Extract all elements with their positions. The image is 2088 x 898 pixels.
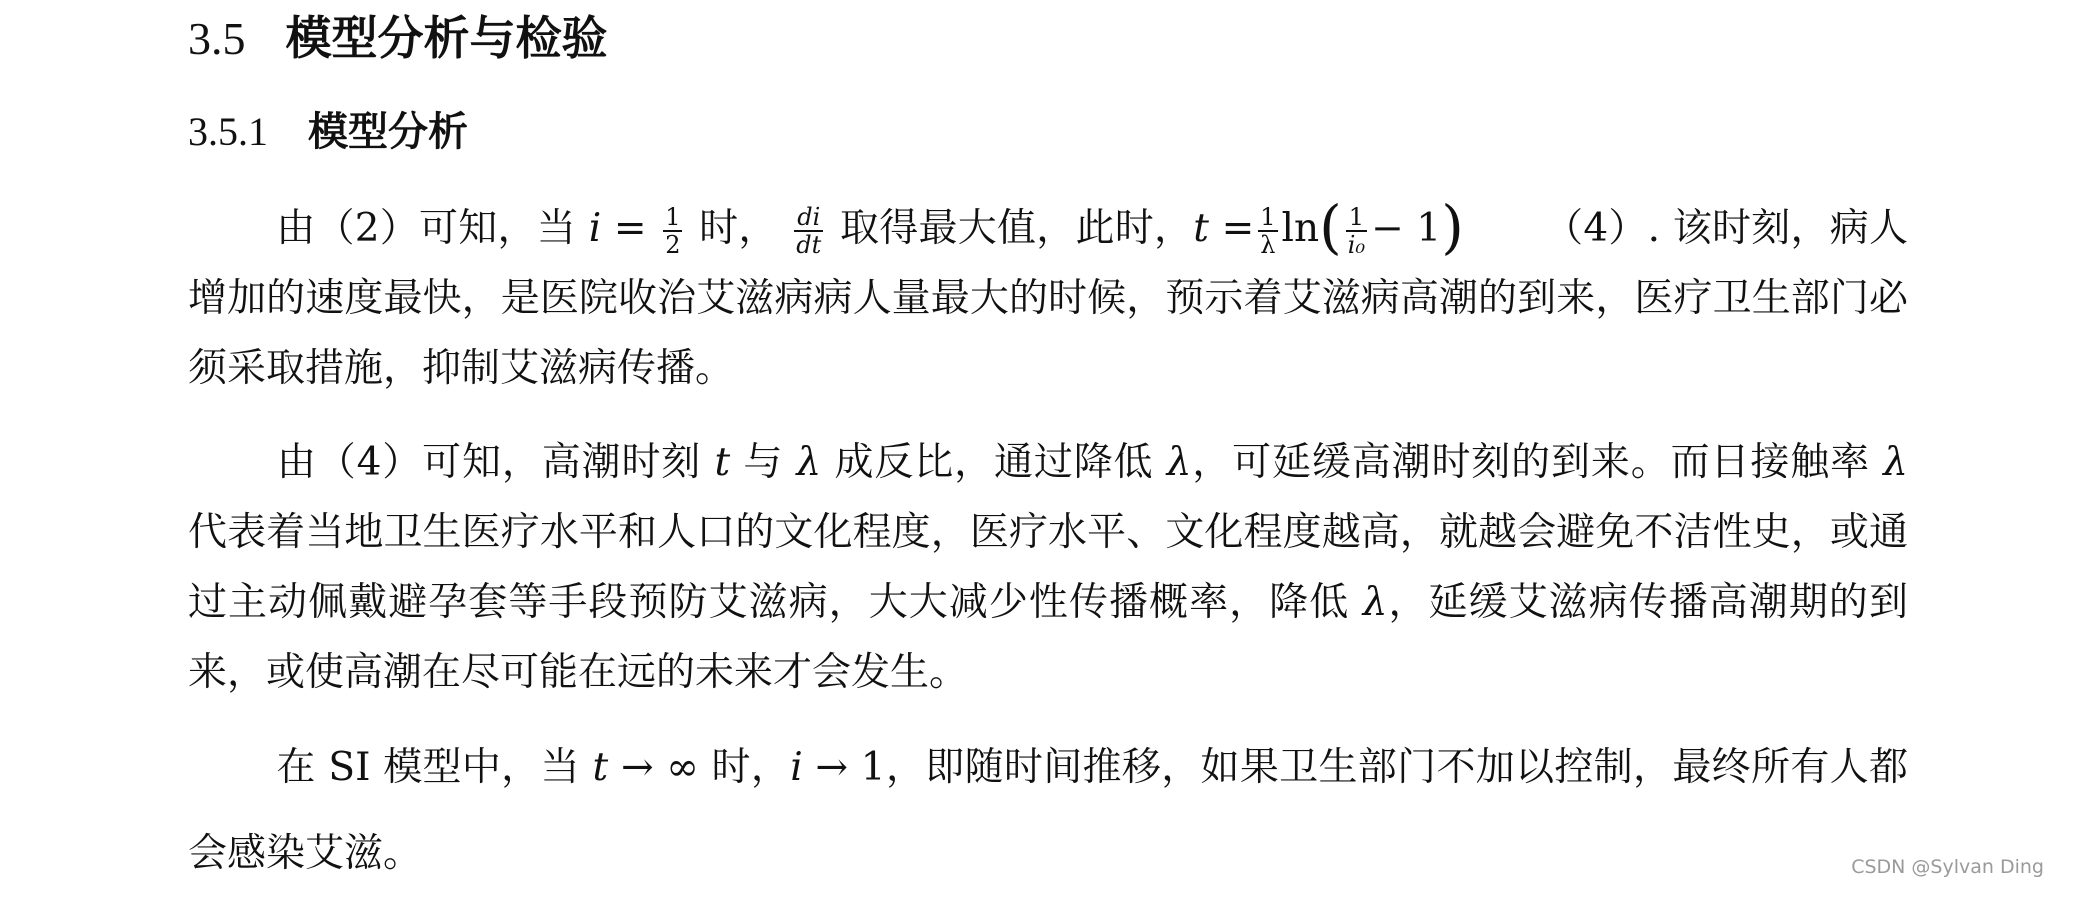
p3-c: ，即随时间推移，如果卫生部门不加以控制，最终所有人都会感染艾滋。 [188, 745, 1908, 876]
paragraph-si-limit [188, 725, 1908, 897]
p2-t: t [714, 440, 731, 485]
p3-arrow-one: → 1 [815, 745, 886, 790]
p1-max-text: 取得最大值，此时， [839, 206, 1194, 251]
equation-number: （4）. 该时刻， [1543, 206, 1830, 251]
minus-one: − 1 [1371, 206, 1442, 251]
subsection-heading [188, 104, 468, 160]
p3-i: i [790, 745, 803, 790]
ln-function: ln [1281, 206, 1320, 251]
csdn-watermark: CSDN @Sylvan Ding [1851, 856, 2044, 878]
subsection-number: 3.5.1 [188, 109, 268, 154]
derivative-fraction: $\frac{di}{dt}$ [796, 203, 822, 259]
p2-lambda4: λ [1362, 580, 1388, 625]
paren-close: ) [1441, 193, 1464, 261]
p1-eq2: = [1221, 206, 1255, 251]
p1-lead: 由（2）可知，当 [276, 206, 577, 251]
p2-a: 由（4）可知，高潮时刻 [276, 440, 702, 485]
p1-rest: 病人增加的速度最快，是医院收治艾滋病病人量最大的时候，预示着艾滋病高潮的到来，医疗卫生部门必须采取措施，抑制艾滋病传播。 [188, 206, 1908, 391]
paren-open: ( [1319, 193, 1342, 261]
p2-lambda3: λ [1883, 440, 1908, 485]
inner-fraction: $\frac{1}{\text{i₀}}$ [1347, 203, 1366, 259]
p1-when: 时， [699, 206, 778, 251]
half-fraction: $\frac{1}{2}$ [665, 203, 681, 259]
inverse-lambda-fraction: $\frac{1}{\lambda}$ [1260, 203, 1276, 259]
p2-lambda1: λ [796, 440, 822, 485]
p3-a: 在 SI 模型中，当 [276, 745, 580, 790]
p3-t: t [592, 745, 609, 790]
p1-i-var: i [588, 206, 602, 251]
p2-f: ，延缓艾滋病传播高潮期的到来，或使高潮在尽可能在远的未来才会发生。 [188, 580, 1908, 695]
p2-lambda2: λ [1166, 440, 1192, 485]
p3-b: 时， [711, 745, 791, 790]
p1-t-var: t [1193, 206, 1209, 251]
p2-d: ，可延缓高潮时刻的到来。而日接触率 [1191, 440, 1870, 485]
p1-eq: = [613, 206, 647, 251]
section-number: 3.5 [188, 13, 246, 64]
section-heading [188, 8, 608, 69]
subsection-title: 模型分析 [308, 109, 468, 155]
p2-c: 成反比，通过降低 [834, 440, 1154, 485]
section-title: 模型分析与检验 [285, 11, 608, 65]
p2-b: 与 [743, 440, 784, 485]
p3-arrow-inf: → ∞ [620, 745, 699, 790]
p2-e: 代表着当地卫生医疗水平和人口的文化程度，医疗水平、文化程度越高，就越会避免不洁性史，或通过主动佩戴避孕套等手段预防艾滋病，大大减少性传播概率，降低 [188, 510, 1908, 625]
paragraph-lambda-relation [188, 428, 1908, 708]
paragraph-peak-time [188, 192, 1908, 404]
